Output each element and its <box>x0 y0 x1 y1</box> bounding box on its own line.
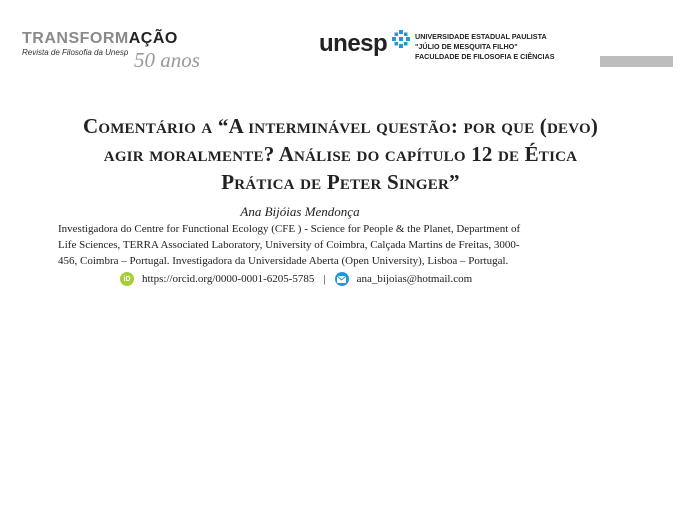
university-line-2: "JÚLIO DE MESQUITA FILHO" <box>415 42 518 51</box>
title-line-3: Prática de Peter Singer” <box>221 170 460 194</box>
title-line-2: agir moralmente? Análise do capítulo 12 de Ética <box>103 142 578 166</box>
author-affiliation <box>58 221 558 269</box>
unesp-star-icon <box>392 30 410 48</box>
journal-name <box>22 30 178 48</box>
email-link[interactable]: ana_bijoias@hotmail.com <box>356 273 473 285</box>
university-name <box>415 32 555 62</box>
title-line-1: Comentário a “A interminável questão: por que (devo) <box>82 114 599 138</box>
author-name: Ana Bijóias Mendonça <box>240 204 360 219</box>
email-icon <box>335 272 349 286</box>
journal-name-part2: AÇÃO <box>128 30 178 47</box>
article-title <box>20 112 661 196</box>
university-line-1: UNIVERSIDADE ESTADUAL PAULISTA <box>415 32 547 41</box>
journal-subtitle: Revista de Filosofia da Unesp <box>22 48 129 57</box>
university-line-3: FACULDADE DE FILOSOFIA E CIÊNCIAS <box>415 52 555 61</box>
university-logo <box>319 28 569 68</box>
journal-logo <box>22 30 212 74</box>
header-bar <box>600 56 673 67</box>
affiliation-line-3: 456, Coimbra – Portugal. Investigadora da Universidade Aberta (Open University), Lisboa – Portugal. <box>58 255 509 267</box>
journal-name-part1: TRANSFORM <box>22 30 129 47</box>
author-contacts <box>120 272 540 286</box>
affiliation-line-2: Life Sciences, TERRA Associated Laboratory, University of Coimbra, Calçada Martins de Freitas, 3000- <box>58 239 520 251</box>
journal-anniversary: 50 anos <box>134 48 200 72</box>
unesp-wordmark: unesp <box>319 30 388 57</box>
affiliation-line-1: Investigadora do Centre for Functional Ecology (CFE ) - Science for People & the Planet, Department of <box>58 223 521 235</box>
orcid-icon: iD <box>120 272 134 286</box>
contact-separator: | <box>323 273 326 285</box>
orcid-link[interactable]: https://orcid.org/0000-0001-6205-5785 <box>142 273 315 285</box>
